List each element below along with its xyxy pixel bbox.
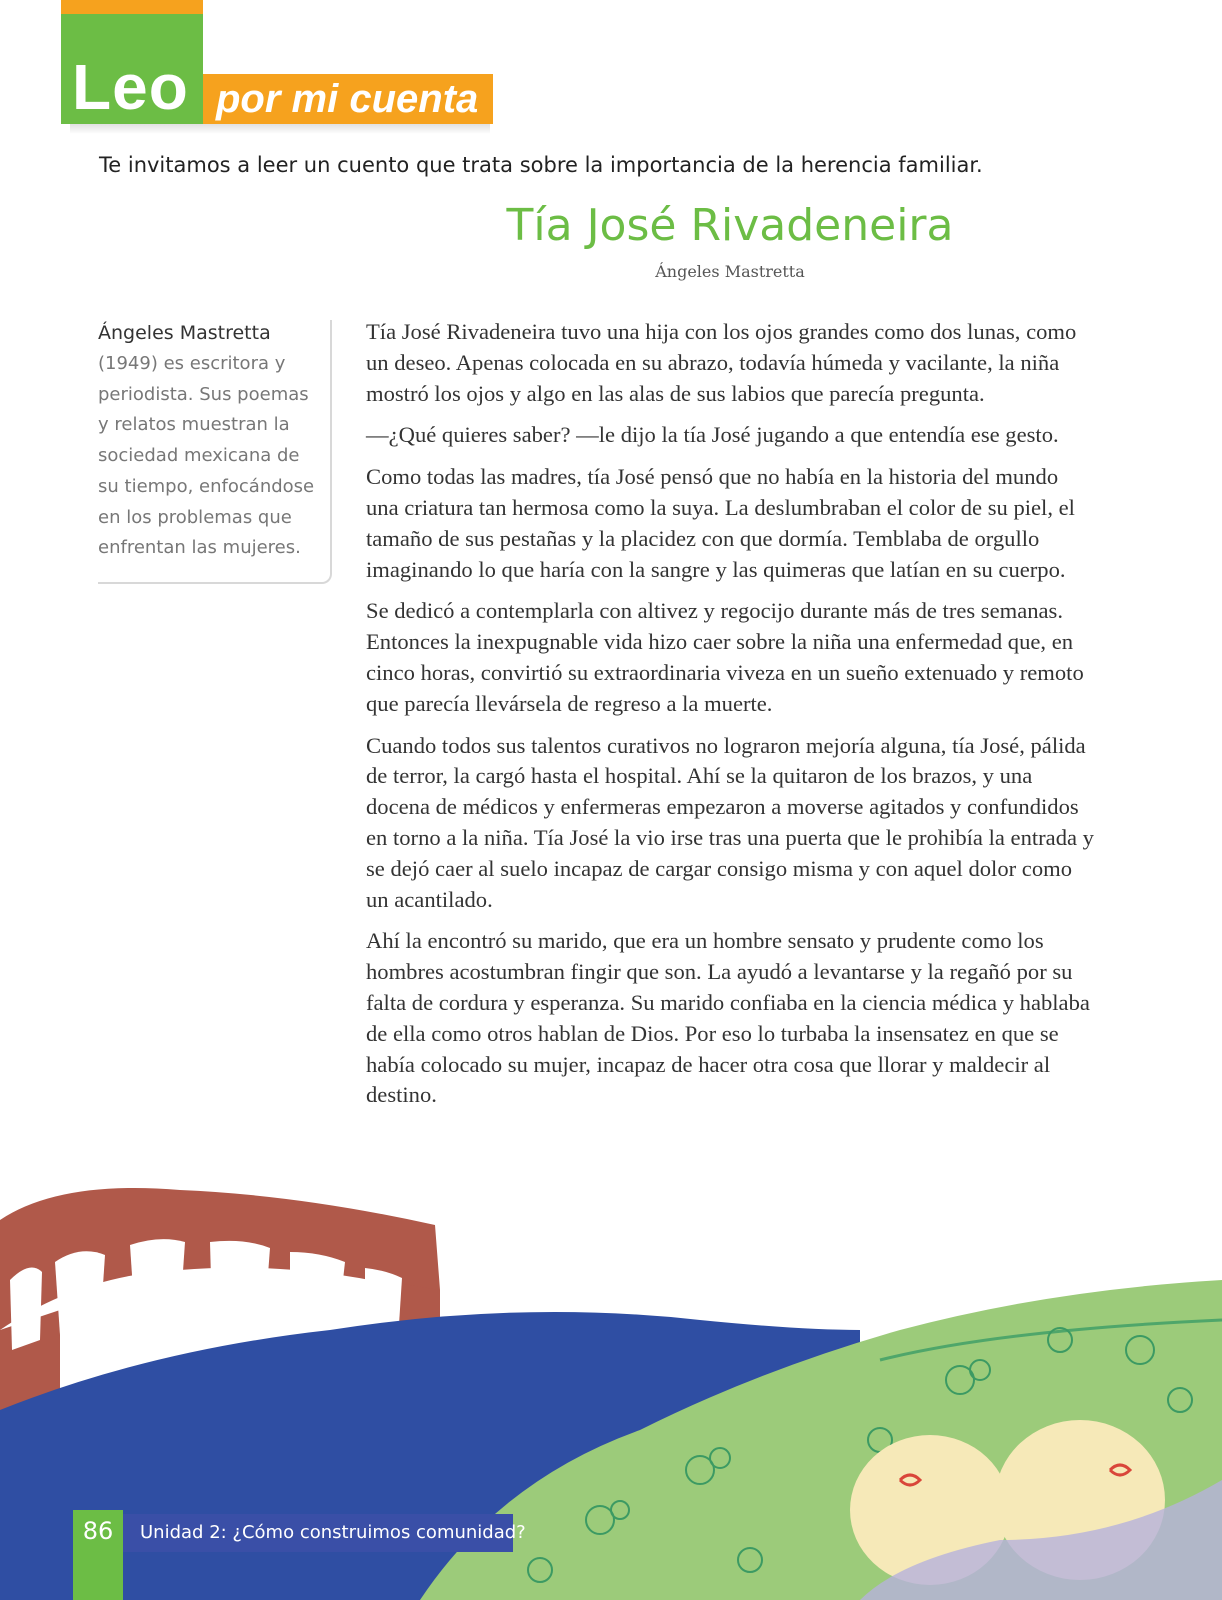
unit-label: Unidad 2: ¿Cómo construimos comunidad? (140, 1522, 526, 1543)
intro-text: Te invitamos a leer un cuento que trata sobre la importancia de la herencia familiar. (99, 153, 983, 177)
author-bio-name: Ángeles Mastretta (98, 322, 271, 344)
story-paragraph: Se dedicó a contemplarla con altivez y regocijo durante más de tres semanas. Entonces la inexpugnable vida hizo caer sobre la niña una enfermedad que, en cinco horas, convirtió su extraordinaria viveza en un sueño extenuado y remoto que parecía llevársela de regreso a la muerte. (366, 598, 1084, 716)
story-author: Ángeles Mastretta (655, 262, 805, 281)
section-subtitle: por mi cuenta (216, 77, 479, 121)
page-number: 86 (82, 1517, 114, 1545)
header-badge-shadow (70, 124, 490, 134)
story-body (366, 317, 1096, 1122)
story-paragraph: Tía José Rivadeneira tuvo una hija con los ojos grandes como dos lunas, como un deseo. Apenas colocada en su abrazo, todavía húmeda y vacilante, la niña mostró los ojos y algo en las alas de sus labios que parecía pregunta. (366, 319, 1077, 406)
author-bio-text: (1949) es escritora y periodista. Sus poemas y relatos muestran la sociedad mexicana de su tiempo, enfocándose en los problemas que enfrentan las mujeres. (98, 353, 315, 559)
story-title: Tía José Rivadeneira (506, 200, 954, 251)
story-paragraph: Como todas las madres, tía José pensó que no había en la historia del mundo una criatura tan hermosa como la suya. La deslumbraban el color de su piel, el tamaño de sus pestañas y la placidez con que dormía. Temblaba de orgullo imaginando lo que haría con la sangre y las quimeras que latían en su cuerpo. (366, 464, 1075, 582)
story-paragraph: Cuando todos sus talentos curativos no lograron mejoría alguna, tía José, pálida de terror, la cargó hasta el hospital. Ahí se la quitaron de los brazos, y una docena de médicos y enfermeras empezaron a moverse agitados y confundidos en torno a la niña. Tía José la vio irse tras una puerta que le prohibía la entrada y se dejó caer al suelo incapaz de cargar consigo misma y con aquel dolor como un acantilado. (366, 732, 1094, 912)
section-title-leo: Leo (72, 51, 189, 123)
story-paragraph: —¿Qué quieres saber? —le dijo la tía José jugando a que entendía ese gesto. (366, 422, 1059, 448)
story-paragraph: Ahí la encontró su marido, que era un hombre sensato y prudente como los hombres acostumbran fingir que son. La ayudó a levantarse y la regañó por su falta de cordura y esperanza. Su marido confiaba en la ciencia médica y hablaba de ella como otros hablan de Dios. Por eso lo turbaba la insensatez en que se había colocado su mujer, incapaz de hacer otra cosa que llorar y maldecir al destino. (366, 928, 1090, 1108)
header-badge-stripe (61, 0, 203, 14)
